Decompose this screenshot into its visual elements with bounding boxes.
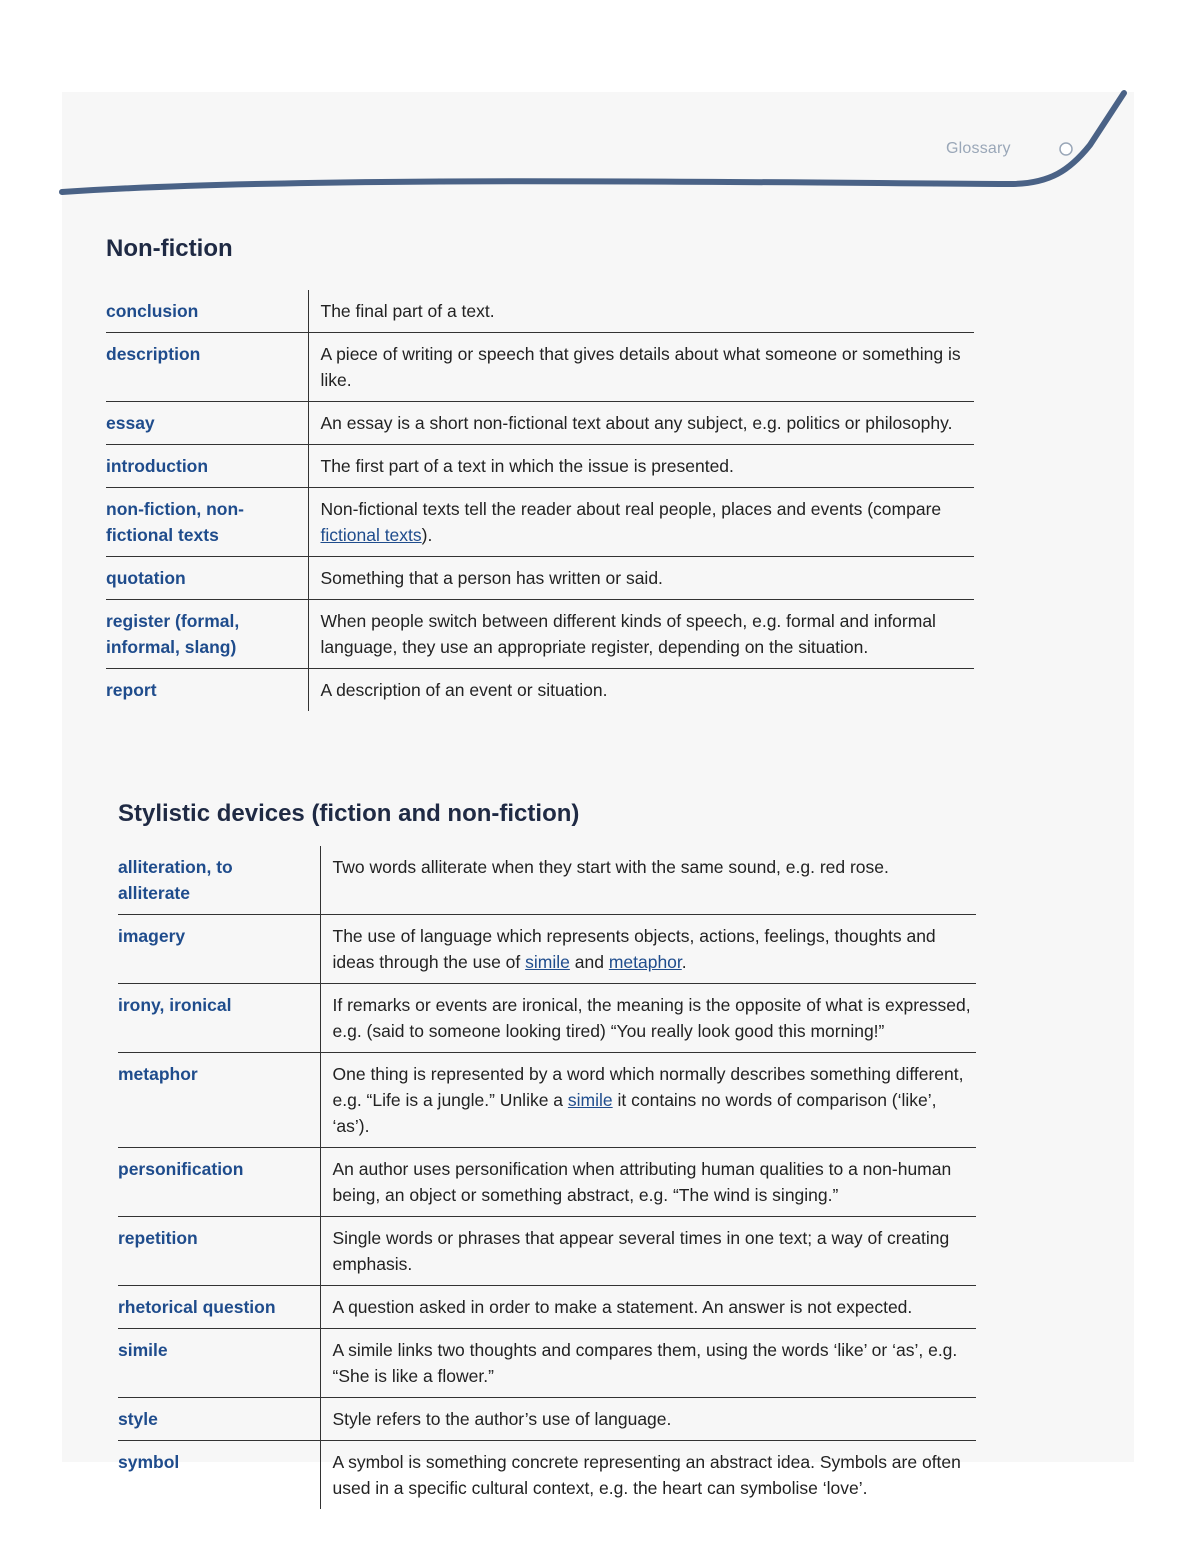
glossary-term: non-fiction, non-fictional texts — [106, 488, 308, 557]
glossary-row — [106, 445, 974, 488]
glossary-row — [118, 1053, 976, 1148]
cross-reference-link[interactable]: simile — [567, 1090, 613, 1110]
glossary-term: introduction — [106, 445, 308, 488]
glossary-row — [106, 557, 974, 600]
glossary-row — [118, 1329, 976, 1398]
cross-reference-link[interactable]: simile — [525, 952, 570, 972]
glossary-row — [106, 600, 974, 669]
glossary-definition: Two words alliterate when they start with the same sound, e.g. red rose. — [320, 846, 976, 915]
glossary-row — [106, 488, 974, 557]
glossary-row — [106, 402, 974, 445]
running-head: Glossary — [946, 140, 1011, 157]
glossary-definition: The first part of a text in which the issue is presented. — [308, 445, 974, 488]
glossary-term: simile — [118, 1329, 320, 1398]
glossary-row — [106, 333, 974, 402]
glossary-row — [118, 984, 976, 1053]
glossary-term: quotation — [106, 557, 308, 600]
section-title-non-fiction: Non-fiction — [106, 235, 233, 262]
glossary-row — [118, 1441, 976, 1510]
glossary-term: style — [118, 1398, 320, 1441]
glossary-definition: An author uses personification when attributing human qualities to a non-human being, an object or something abstract, e.g. “The wind is singing.” — [320, 1148, 976, 1217]
glossary-definition: Single words or phrases that appear several times in one text; a way of creating emphasis. — [320, 1217, 976, 1286]
cross-reference-link[interactable]: fictional texts — [320, 525, 422, 545]
glossary-definition: The final part of a text. — [308, 290, 974, 333]
glossary-term: essay — [106, 402, 308, 445]
cross-reference-link[interactable]: metaphor — [608, 952, 682, 972]
glossary-term: repetition — [118, 1217, 320, 1286]
stylistic-devices-glossary-table — [118, 846, 976, 1509]
glossary-row — [118, 1217, 976, 1286]
glossary-row — [118, 1398, 976, 1441]
glossary-term: report — [106, 680, 157, 700]
glossary-definition: When people switch between different kinds of speech, e.g. formal and informal language, they use an appropriate register, depending on the situation. — [308, 600, 974, 669]
glossary-definition: A piece of writing or speech that gives details about what someone or something is like. — [308, 333, 974, 402]
glossary-term: alliteration, to alliterate — [118, 846, 320, 915]
glossary-definition: One thing is represented by a word which normally describes something different, e.g. “Life is a jungle.” Unlike a simile it contains no words of comparison (‘like’, ‘as’). — [320, 1053, 976, 1148]
glossary-definition: A simile links two thoughts and compares them, using the words ‘like’ or ‘as’, e.g. “She is like a flower.” — [320, 1329, 976, 1398]
glossary-definition: A description of an event or situation. — [308, 669, 974, 712]
glossary-row — [118, 846, 976, 915]
non-fiction-glossary-table — [106, 290, 974, 711]
glossary-term: description — [106, 333, 308, 402]
glossary-term: personification — [118, 1148, 320, 1217]
glossary-term: symbol — [118, 1452, 180, 1472]
section-title-stylistic-devices: Stylistic devices (fiction and non-fiction) — [118, 800, 580, 827]
glossary-definition: Non-fictional texts tell the reader about real people, places and events (compare fictional texts). — [308, 488, 974, 557]
glossary-definition: Style refers to the author’s use of language. — [320, 1398, 976, 1441]
glossary-definition: If remarks or events are ironical, the meaning is the opposite of what is expressed, e.g. (said to someone looking tired) “You really look good this morning!” — [320, 984, 976, 1053]
glossary-definition: An essay is a short non-fictional text about any subject, e.g. politics or philosophy. — [308, 402, 974, 445]
glossary-row — [118, 1148, 976, 1217]
glossary-row — [118, 1286, 976, 1329]
glossary-definition: A symbol is something concrete representing an abstract idea. Symbols are often used in a specific cultural context, e.g. the heart can symbolise ‘love’. — [320, 1441, 976, 1510]
glossary-definition: The use of language which represents objects, actions, feelings, thoughts and ideas through the use of simile and metaphor. — [320, 915, 976, 984]
glossary-definition: A question asked in order to make a statement. An answer is not expected. — [320, 1286, 976, 1329]
glossary-term: conclusion — [106, 290, 308, 333]
glossary-row — [106, 669, 974, 712]
glossary-term: register (formal, informal, slang) — [106, 600, 308, 669]
glossary-row — [106, 290, 974, 333]
glossary-term: metaphor — [118, 1053, 320, 1148]
glossary-term: rhetorical question — [118, 1286, 320, 1329]
glossary-definition: Something that a person has written or said. — [308, 557, 974, 600]
glossary-term: imagery — [118, 915, 320, 984]
glossary-term: irony, ironical — [118, 984, 320, 1053]
glossary-row — [118, 915, 976, 984]
